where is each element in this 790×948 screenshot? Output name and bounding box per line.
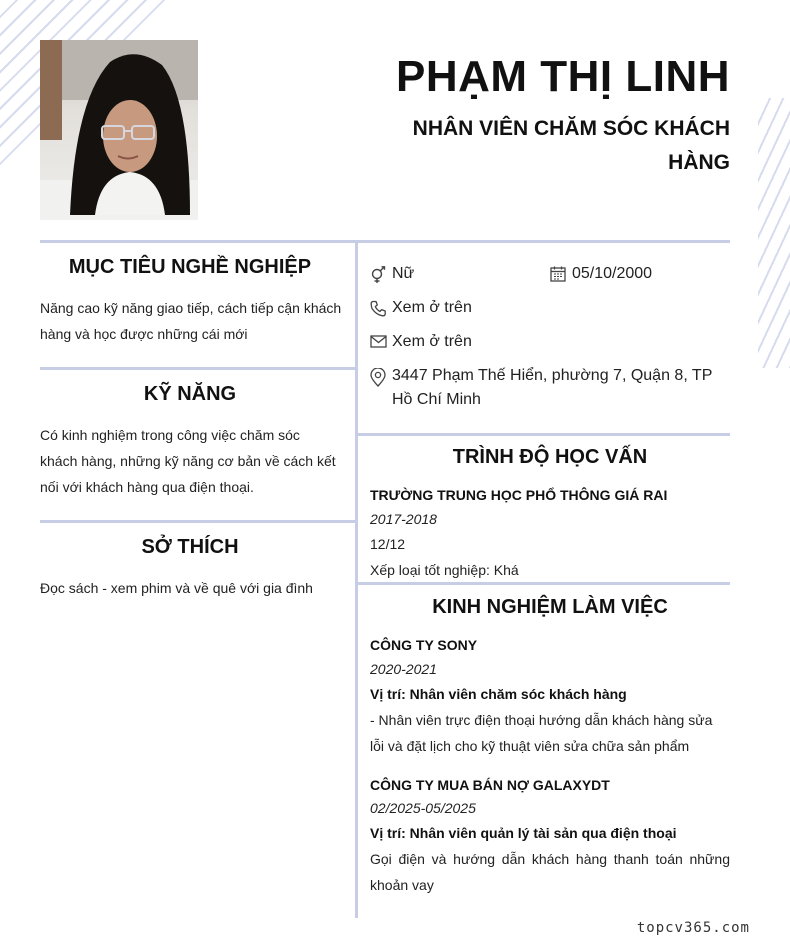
- job-period: 2020-2021: [370, 661, 437, 677]
- birthday-row: [550, 262, 730, 286]
- experience-title: KINH NGHIỆM LÀM VIỆC: [432, 596, 668, 618]
- company-name: CÔNG TY SONY: [370, 637, 478, 653]
- objective-text: Năng cao kỹ năng giao tiếp, cách tiếp cận khách hàng và học được những cái mới: [40, 300, 342, 342]
- school-name: TRƯỜNG TRUNG HỌC PHỔ THÔNG GIÁ RAI: [370, 487, 668, 503]
- birthday-value: 05/10/2000: [572, 265, 653, 282]
- address-row: [370, 364, 730, 412]
- gender-row: [370, 262, 540, 286]
- gender-icon: [370, 262, 392, 284]
- job-title: NHÂN VIÊN CHĂM SÓC KHÁCH HÀNG: [412, 117, 730, 174]
- hobbies-title: SỞ THÍCH: [141, 536, 239, 558]
- education-divider: [358, 582, 730, 585]
- job-description: - Nhân viên trực điện thoại hướng dẫn khách hàng sửa lỗi và đặt lịch cho kỹ thuật viên sửa chữa sản phẩm: [370, 712, 713, 754]
- company-name: CÔNG TY MUA BÁN NỢ GALAXYDT: [370, 777, 610, 793]
- skills-title: KỸ NĂNG: [143, 383, 237, 405]
- skills-divider: [40, 520, 356, 523]
- phone-row: [370, 296, 730, 320]
- contact-divider: [358, 433, 730, 436]
- skills-text: Có kinh nghiệm trong công việc chăm sóc khách hàng, những kỹ năng cơ bản về cách kết nối với khách hàng qua điện thoại.: [40, 427, 336, 495]
- watermark: topcv365.com: [636, 920, 750, 936]
- phone-value: Xem ở trên: [392, 299, 472, 316]
- job-period: 02/2025-05/2025: [370, 800, 476, 816]
- profile-photo: [40, 40, 198, 220]
- job-role: Vị trí: Nhân viên quản lý tài sản qua điện thoại: [370, 825, 677, 841]
- calendar-icon: [550, 262, 572, 282]
- email-row: [370, 330, 730, 354]
- decorative-stripes-right: [758, 98, 790, 368]
- candidate-name: PHẠM THỊ LINH: [395, 52, 730, 101]
- objective-title: MỤC TIÊU NGHỀ NGHIỆP: [68, 256, 312, 278]
- header-divider: [40, 240, 730, 243]
- mail-icon: [370, 330, 392, 349]
- education-classification: Xếp loại tốt nghiệp: Khá: [370, 562, 519, 578]
- objective-divider: [40, 367, 356, 370]
- job-description: Gọi điện và hướng dẫn khách hàng thanh toán những khoản vay: [370, 851, 730, 893]
- location-pin-icon: [370, 364, 392, 387]
- job-role: Vị trí: Nhân viên chăm sóc khách hàng: [370, 686, 627, 702]
- phone-icon: [370, 296, 392, 317]
- email-value: Xem ở trên: [392, 333, 472, 350]
- column-divider: [355, 240, 358, 918]
- education-title: TRÌNH ĐỘ HỌC VẤN: [452, 446, 648, 468]
- hobbies-text: Đọc sách - xem phim và về quê với gia đình: [40, 580, 313, 596]
- education-grade: 12/12: [370, 536, 406, 552]
- gender-value: Nữ: [392, 265, 415, 282]
- education-period: 2017-2018: [370, 511, 437, 527]
- address-value: 3447 Phạm Thế Hiển, phường 7, Quận 8, TP Hồ Chí Minh: [392, 367, 713, 408]
